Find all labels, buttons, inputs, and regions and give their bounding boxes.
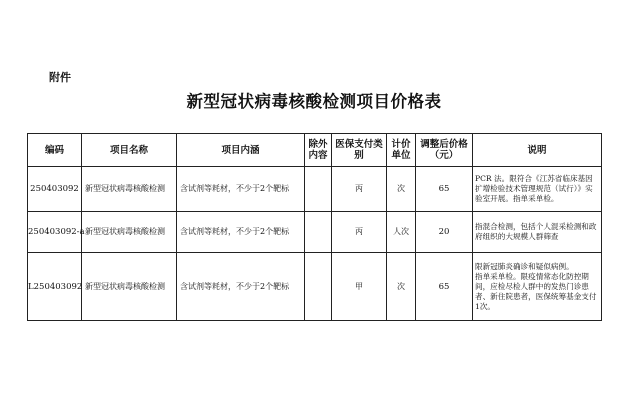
cell-item-content: 含试剂等耗材，不少于2个靶标 [177, 253, 305, 321]
cell-excluded [305, 212, 332, 253]
cell-price: 65 [416, 167, 473, 212]
document-title: 新型冠状病毒核酸检测项目价格表 [186, 92, 442, 111]
cell-notes [473, 253, 602, 321]
cell-unit: 人次 [387, 212, 416, 253]
cell-code: 250403092-a [28, 212, 82, 253]
notes-line-restriction: 限新冠肺炎确诊和疑似病例。 [475, 261, 574, 271]
cell-item-name: 新型冠状病毒核酸检测 [82, 253, 177, 321]
cell-code: 250403092 [28, 167, 82, 212]
cell-insurance-category: 甲 [332, 253, 387, 321]
cell-code: L250403092 [28, 253, 82, 321]
header-code: 编码 [28, 134, 82, 167]
annex-label: 附件 [49, 71, 71, 84]
cell-excluded [305, 253, 332, 321]
header-unit: 计价单位 [387, 134, 416, 167]
cell-notes: 指混合检测，包括个人混采检测和政府组织的大规模人群筛查 [473, 212, 602, 253]
cell-item-name: 新型冠状病毒核酸检测 [82, 167, 177, 212]
header-item-content: 项目内涵 [177, 134, 305, 167]
header-excluded: 除外内容 [305, 134, 332, 167]
notes-line-payment: 指单采单检。限疫情常态化防控期间，应检尽检人群中的发热门诊患者、新住院患者，医保统筹基金支付1次。 [475, 271, 597, 311]
header-price: 调整后价格（元） [416, 134, 473, 167]
price-table [27, 133, 602, 321]
cell-unit: 次 [387, 167, 416, 212]
header-item-name: 项目名称 [82, 134, 177, 167]
header-notes: 说明 [473, 134, 602, 167]
cell-unit: 次 [387, 253, 416, 321]
cell-insurance-category: 丙 [332, 167, 387, 212]
cell-item-name: 新型冠状病毒核酸检测 [82, 212, 177, 253]
table-row [28, 212, 602, 253]
table-row [28, 167, 602, 212]
header-insurance-category: 医保支付类别 [332, 134, 387, 167]
cell-excluded [305, 167, 332, 212]
table-header-row [28, 134, 602, 167]
cell-insurance-category: 丙 [332, 212, 387, 253]
cell-price: 20 [416, 212, 473, 253]
cell-price: 65 [416, 253, 473, 321]
table-row [28, 253, 602, 321]
cell-item-content: 含试剂等耗材，不少于2个靶标 [177, 167, 305, 212]
cell-notes: PCR 法。限符合《江苏省临床基因扩增检验技术管理规范（试行）》实验室开展。指单采单检。 [473, 167, 602, 212]
cell-item-content: 含试剂等耗材，不少于2个靶标 [177, 212, 305, 253]
